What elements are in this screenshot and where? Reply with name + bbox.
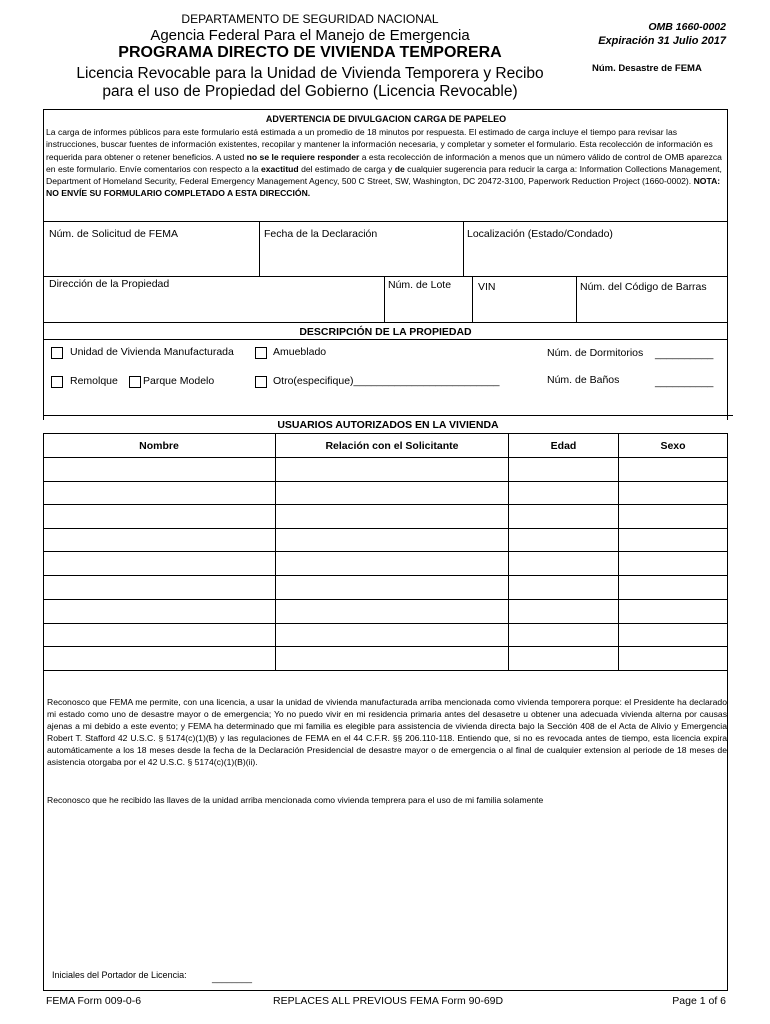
- vin-field[interactable]: VIN: [478, 281, 496, 293]
- bathrooms-label: Núm. de Baños: [547, 374, 620, 386]
- column-header-name: Nombre: [139, 440, 179, 452]
- furnished-label: Amueblado: [273, 346, 327, 358]
- divider: [463, 221, 464, 276]
- divider: [43, 221, 728, 222]
- manufactured-unit-checkbox[interactable]: [51, 347, 63, 359]
- acknowledgement-paragraph: Reconosco que FEMA me permite, con una licencia, a usar la unidad de vivienda manufacturada arriba mencionada como vivienda temporera porque: el Presidente ha declarado mi estado como uno de desastre mayor o de emergencia; Yo no puedo vivir en mi residencia primaria antes del desasetre u obtener una adecuada vivienda alterna por causas ajenas a mi debido a este evento; y FEMA ha determinado que mi familia es elegible para assistencia de vivienda directa bajo la Sección 408 de el Acta de Alivio y Emergencia Robert T. Stafford 42 U.S.C. § 5174(c)(1)(B) y las regulaciones de FEMA en el 44 C.F.R. §§ 206.110-118. Entiendo que, si no es revocada antes de tiempo, esta licencia expira automáticamente a los 18 meses desde la fecha de la Declaración Presidencial de desastre mayor o de emergencia o al final de cualquier extension al periode de 18 meses de asistencia otorgaba por el 42 U.S.C. § 5174(c)(1)(B)(ii).: [47, 697, 727, 768]
- model-park-checkbox[interactable]: [129, 376, 141, 388]
- bedrooms-input[interactable]: __________: [655, 348, 714, 360]
- divider: [43, 415, 733, 416]
- license-title-line2: para el uso de Propiedad del Gobierno (Licencia Revocable): [102, 83, 518, 100]
- ack-box-bottom: [43, 990, 728, 991]
- initials-label: Iniciales del Portador de Licencia:: [52, 970, 187, 980]
- replaces-notice: REPLACES ALL PREVIOUS FEMA Form 90-69D: [273, 995, 504, 1007]
- application-number-field[interactable]: Núm. de Solicitud de FEMA: [49, 228, 178, 240]
- authorized-users-title: USUARIOS AUTORIZADOS EN LA VIVIENDA: [277, 419, 499, 431]
- license-title-line1: Licencia Revocable para la Unidad de Vivienda Temporera y Recibo: [76, 65, 544, 82]
- users-table-grid: [43, 433, 729, 673]
- frame-left-line: [43, 109, 44, 420]
- authorized-users-table: [43, 433, 727, 671]
- manufactured-unit-label: Unidad de Vivienda Manufacturada: [70, 346, 234, 358]
- ack-box-right: [727, 671, 728, 991]
- keys-received-statement: Reconosco que he recibido las llaves de la unidad arriba mencionada como vivienda temprera para el uso de mi familia solamente: [47, 795, 544, 805]
- department-title: DEPARTAMENTO DE SEGURIDAD NACIONAL: [181, 12, 439, 26]
- column-header-sex: Sexo: [660, 440, 686, 452]
- divider: [43, 276, 728, 277]
- program-title: PROGRAMA DIRECTO DE VIVIENDA TEMPORERA: [118, 44, 502, 61]
- page-number: Page 1 of 6: [672, 995, 726, 1007]
- lot-number-field[interactable]: Núm. de Lote: [388, 279, 452, 291]
- bedrooms-label: Núm. de Dormitorios: [547, 347, 644, 359]
- property-address-field[interactable]: Dirección de la Propiedad: [49, 278, 170, 290]
- trailer-label: Remolque: [70, 375, 118, 387]
- furnished-checkbox[interactable]: [255, 347, 267, 359]
- column-header-relation: Relación con el Solicitante: [325, 440, 459, 452]
- initials-input[interactable]: ________: [212, 973, 253, 983]
- disaster-number-label: Núm. Desastre de FEMA: [592, 63, 702, 74]
- location-field[interactable]: Localización (Estado/Condado): [467, 228, 613, 240]
- divider: [576, 276, 577, 322]
- divider: [43, 322, 728, 323]
- ack-box-left: [43, 671, 44, 991]
- other-checkbox[interactable]: [255, 376, 267, 388]
- paperwork-notice-body: La carga de informes públicos para este formulario está estimada a un promedio de 18 minutos por respuesta. El estimado de carga incluye el tiempo para revisar las instrucciones, buscar fuentes de información existentes, recopilar y mantener la información necesaria, y completar y someter el formulario. Esta recolección de información es requerida para obtener o retener beneficios. A usted no se le requiere responder a esta recolección de información a menos que un número válido de control de OMB aparezca en este formulario. Envíe comentarios con respecto a la exactitud del estimado de carga y de cualquier sugerencia para reducir la carga a: Information Collections Management, Department of Homeland Security, Federal Emergency Management Agency, 500 C Street, SW, Washington, DC 20472-3100, Paperwork Reduction Project (1660-0002). NOTA: NO ENVÍE SU FORMULARIO COMPLETADO A ESTA DIRECCIÓN.: [46, 127, 722, 199]
- expiration-date: Expiración 31 Julio 2017: [598, 35, 726, 47]
- declaration-date-field[interactable]: Fecha de la Declaración: [264, 228, 378, 240]
- form-number: FEMA Form 009-0-6: [46, 995, 142, 1007]
- model-park-label: Parque Modelo: [143, 375, 215, 387]
- frame-top-line: [43, 109, 728, 110]
- divider: [259, 221, 260, 276]
- divider: [472, 276, 473, 322]
- omb-number: OMB 1660-0002: [648, 21, 726, 33]
- divider: [384, 276, 385, 322]
- barcode-number-field[interactable]: Núm. del Código de Barras: [580, 281, 707, 293]
- divider: [43, 339, 728, 340]
- bathrooms-input[interactable]: __________: [655, 376, 714, 388]
- property-description-title: DESCRIPCIÓN DE LA PROPIEDAD: [299, 326, 472, 338]
- paperwork-notice-title: ADVERTENCIA DE DIVULGACION CARGA DE PAPELEO: [265, 114, 507, 124]
- column-header-age: Edad: [550, 440, 577, 452]
- agency-title: Agencia Federal Para el Manejo de Emergencia: [150, 27, 470, 44]
- trailer-checkbox[interactable]: [51, 376, 63, 388]
- other-specify-field[interactable]: Otro(especifique)_________________________: [273, 375, 500, 387]
